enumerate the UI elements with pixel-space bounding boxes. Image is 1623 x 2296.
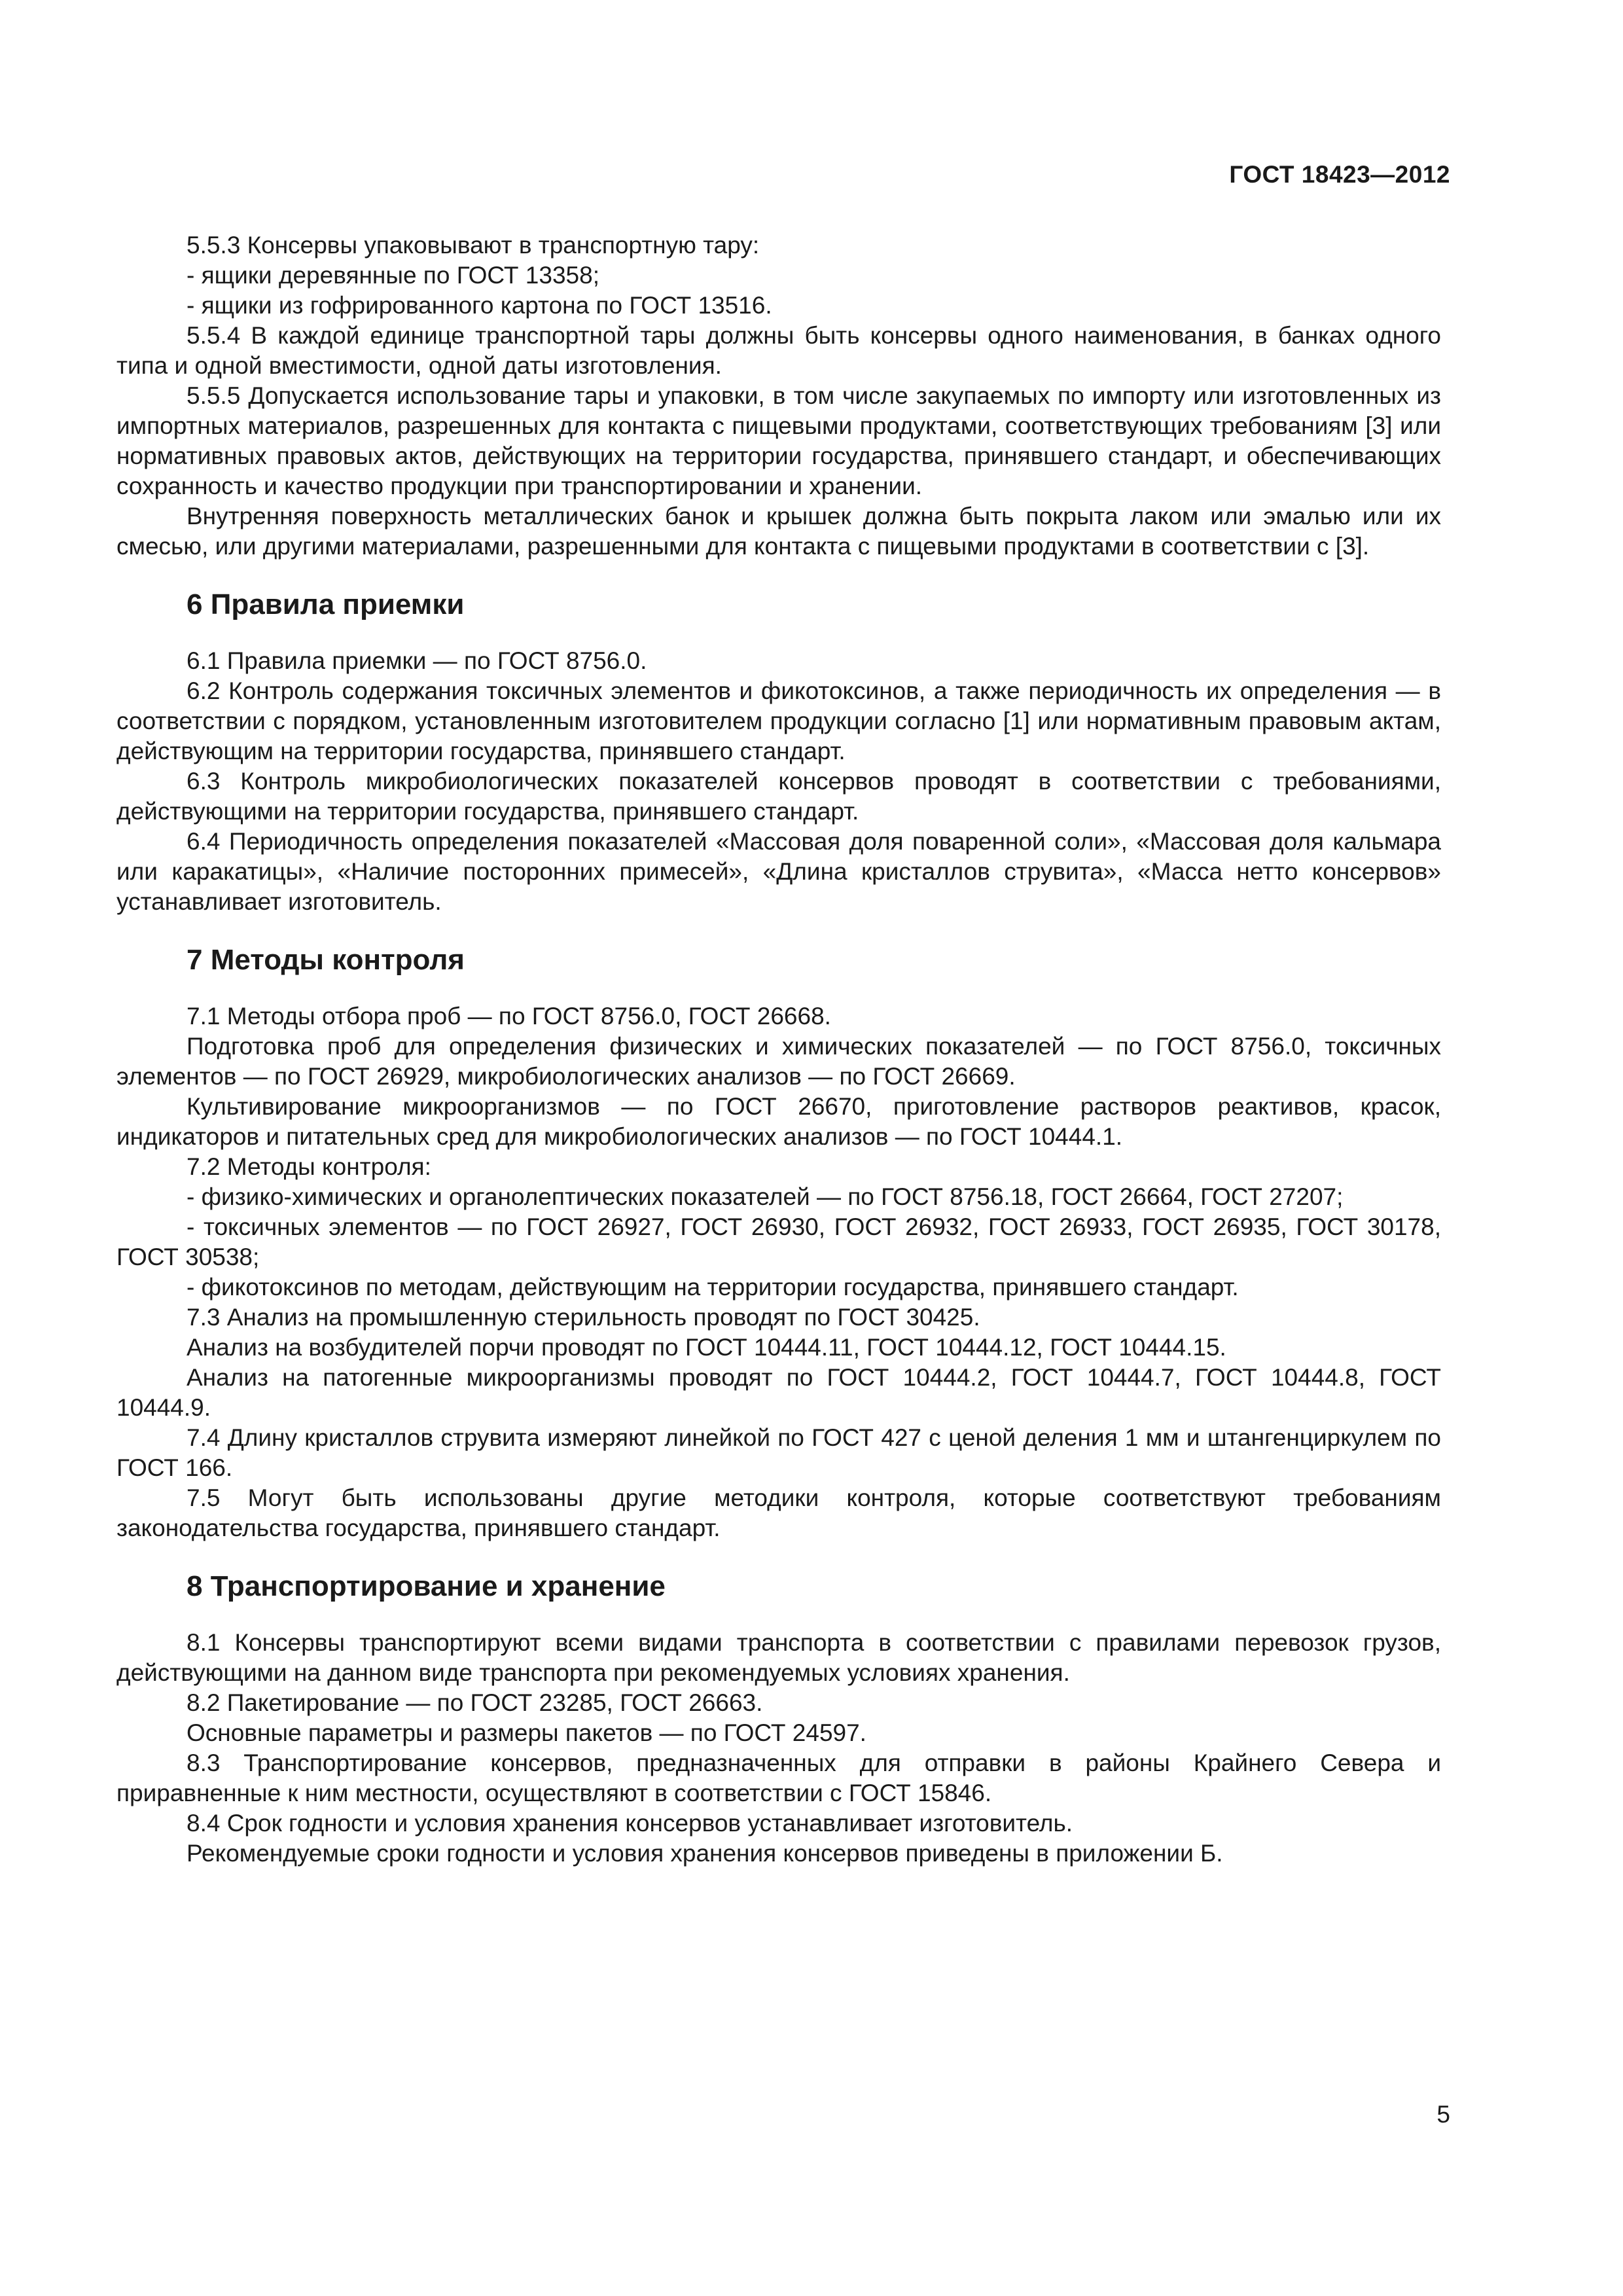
paragraph: 7.3 Анализ на промышленную стерильность проводят по ГОСТ 30425. — [187, 1304, 980, 1331]
paragraph: - ящики из гофрированного картона по ГОСТ 13516. — [187, 292, 772, 319]
paragraph: 6.3 Контроль микробиологических показателей консервов проводят в соответствии с требованиями, действующими на территории государства, принявшего стандарт. — [116, 768, 1441, 825]
paragraph: 6.4 Периодичность определения показателей «Массовая доля поваренной соли», «Массовая доля кальмара или каракатицы», «Наличие посторонних примесей», «Длина кристаллов струвита», «Масса нетто консервов» устанавливает изготовитель. — [116, 828, 1441, 915]
section-heading: 8 Транспортирование и хранение — [187, 1570, 666, 1602]
paragraph: Внутренняя поверхность металлических банок и крышек должна быть покрыта лаком или эмалью или их смесью, или другими материалами, разрешенными для контакта с пищевыми продуктами в соответствии с [3]. — [116, 503, 1441, 560]
paragraph: 5.5.3 Консервы упаковывают в транспортную тару: — [187, 232, 760, 259]
paragraph: 6.2 Контроль содержания токсичных элементов и фикотоксинов, а также периодичность их определения — в соответствии с порядком, установленным изготовителем продукции согласно [1] или нормативным правовым актам, действующим на территории государства, принявшего стандарт. — [116, 677, 1441, 764]
paragraph: - токсичных элементов — по ГОСТ 26927, ГОСТ 26930, ГОСТ 26932, ГОСТ 26933, ГОСТ 26935, ГОСТ 30178, ГОСТ 30538; — [116, 1213, 1441, 1270]
paragraph: 7.5 Могут быть использованы другие методики контроля, которые соответствуют требованиям законодательства государства, принявшего стандарт. — [116, 1484, 1441, 1541]
section-heading: 6 Правила приемки — [187, 588, 465, 620]
paragraph: - ящики деревянные по ГОСТ 13358; — [187, 262, 599, 289]
paragraph: 5.5.4 В каждой единице транспортной тары должны быть консервы одного наименования, в банках одного типа и одной вместимости, одной даты изготовления. — [116, 322, 1441, 379]
paragraph: 8.3 Транспортирование консервов, предназначенных для отправки в районы Крайнего Севера и приравненные к ним местности, осуществляют в соответствии с ГОСТ 15846. — [116, 1749, 1441, 1806]
paragraph: Рекомендуемые сроки годности и условия хранения консервов приведены в приложении Б. — [187, 1840, 1223, 1867]
paragraph: 7.4 Длину кристаллов струвита измеряют линейкой по ГОСТ 427 с ценой деления 1 мм и штангенциркулем по ГОСТ 166. — [116, 1424, 1441, 1481]
paragraph: - фикотоксинов по методам, действующим на территории государства, принявшего стандарт. — [187, 1274, 1239, 1300]
paragraph: Подготовка проб для определения физических и химических показателей — по ГОСТ 8756.0, токсичных элементов — по ГОСТ 26929, микробиологических анализов — по ГОСТ 26669. — [116, 1033, 1441, 1090]
paragraph: 6.1 Правила приемки — по ГОСТ 8756.0. — [187, 647, 647, 674]
section-heading: 7 Методы контроля — [187, 944, 465, 976]
paragraph: Анализ на возбудителей порчи проводят по ГОСТ 10444.11, ГОСТ 10444.12, ГОСТ 10444.15. — [187, 1334, 1226, 1361]
paragraph: Анализ на патогенные микроорганизмы проводят по ГОСТ 10444.2, ГОСТ 10444.7, ГОСТ 10444.8, ГОСТ 10444.9. — [116, 1364, 1441, 1421]
document-body — [116, 230, 1441, 1869]
paragraph: - физико-химических и органолептических показателей — по ГОСТ 8756.18, ГОСТ 26664, ГОСТ 27207; — [187, 1183, 1344, 1210]
paragraph: 7.1 Методы отбора проб — по ГОСТ 8756.0, ГОСТ 26668. — [187, 1003, 831, 1030]
paragraph: Культивирование микроорганизмов — по ГОСТ 26670, приготовление растворов реактивов, красок, индикаторов и питательных сред для микробиологических анализов — по ГОСТ 10444.1. — [116, 1093, 1441, 1150]
paragraph: 8.4 Срок годности и условия хранения консервов устанавливает изготовитель. — [187, 1810, 1073, 1837]
paragraph: 7.2 Методы контроля: — [187, 1153, 431, 1180]
paragraph: 8.2 Пакетирование — по ГОСТ 23285, ГОСТ 26663. — [187, 1689, 763, 1716]
paragraph: Основные параметры и размеры пакетов — по ГОСТ 24597. — [187, 1719, 866, 1746]
paragraph: 5.5.5 Допускается использование тары и упаковки, в том числе закупаемых по импорту или изготовленных из импортных материалов, разрешенных для контакта с пищевыми продуктами, соответствующих требованиям [3] или нормативных правовых актов, действующих на территории государства, принявшего стандарт, и обеспечивающих сохранность и качество продукции при транспортировании и хранении. — [116, 382, 1441, 499]
page-number: 5 — [1436, 2101, 1450, 2128]
paragraph: 8.1 Консервы транспортируют всеми видами транспорта в соответствии с правилами перевозок грузов, действующими на данном виде транспорта при рекомендуемых условиях хранения. — [116, 1629, 1441, 1686]
document-header-number: ГОСТ 18423—2012 — [1229, 161, 1450, 188]
